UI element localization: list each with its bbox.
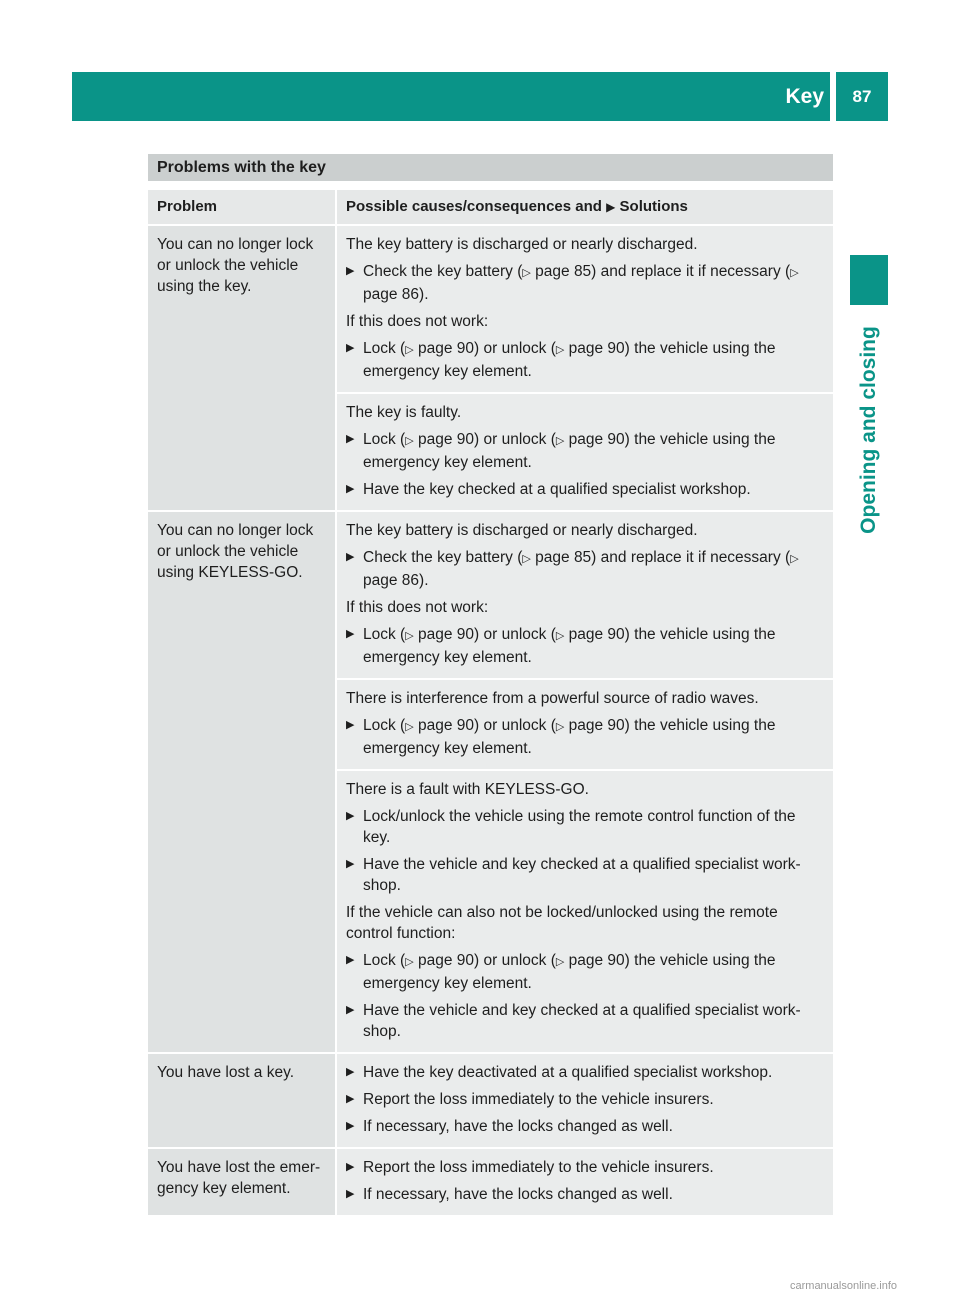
column-header-solutions [337, 190, 833, 224]
problem-cell: You have lost a key. [148, 1054, 335, 1147]
step-text-part: Have the key deactivated at a qualified specialist workshop. [363, 1064, 773, 1081]
step-text-part: page 90) the vehicle using the emergency key element. [363, 952, 776, 992]
table-header-row [148, 190, 833, 224]
step-text-part: Lock ( [363, 717, 406, 734]
step-text-part: page 90) or unlock ( [413, 717, 556, 734]
solution-step [346, 1157, 825, 1178]
cause-text: If this does not work: [346, 313, 489, 330]
step-text-part: If necessary, have the locks changed as well. [363, 1186, 673, 1203]
step-text [363, 1089, 825, 1110]
problems-table [148, 154, 833, 1215]
step-text [363, 806, 825, 848]
cause-text: There is a fault with KEYLESS-GO. [346, 781, 589, 798]
header-bar [72, 72, 830, 121]
step-arrow-icon: ▶ [346, 1066, 355, 1078]
step-text-part: If necessary, have the locks changed as well. [363, 1118, 673, 1135]
solution-step [346, 547, 825, 591]
step-arrow-icon: ▶ [346, 1120, 355, 1132]
page-ref-icon: ▷ [555, 630, 565, 642]
step-text-part: page 90) or unlock ( [413, 626, 556, 643]
watermark: carmanualsonline.info [790, 1280, 898, 1292]
step-arrow-icon: ▶ [346, 1188, 355, 1200]
step-text-part: page 90) the vehicle using the emergency key element. [363, 340, 776, 380]
page-ref-icon: ▷ [790, 267, 799, 279]
page-ref-icon: ▷ [555, 435, 565, 447]
step-text [363, 1062, 825, 1083]
table-row [148, 1054, 833, 1147]
step-text-part: page 90) or unlock ( [413, 952, 556, 969]
table-body [148, 226, 833, 1215]
step-text-part: Have the vehicle and key checked at a qualified specialist work-shop. [363, 856, 801, 894]
page-ref-icon: ▷ [522, 267, 531, 279]
table-row [148, 512, 833, 1052]
solution-step [346, 1184, 825, 1205]
side-tab-marker [850, 255, 888, 305]
step-text-part: page 85) and replace it if necessary ( [530, 549, 791, 566]
cause-text: The key battery is discharged or nearly discharged. [346, 522, 698, 539]
step-arrow-icon: ▶ [346, 719, 355, 731]
step-text-part: page 85) and replace it if necessary ( [530, 263, 791, 280]
step-text [363, 1184, 825, 1205]
step-text [363, 624, 825, 668]
page-ref-icon: ▷ [555, 956, 565, 968]
step-text-part: page 86). [363, 286, 429, 303]
step-text-part: Report the loss immediately to the vehicle insurers. [363, 1159, 714, 1176]
table-row [148, 226, 833, 510]
solution-step [346, 1089, 825, 1110]
page-ref-icon: ▷ [405, 344, 414, 356]
step-text-part: Check the key battery ( [363, 263, 523, 280]
step-arrow-icon: ▶ [346, 1161, 355, 1173]
step-text [363, 479, 825, 500]
step-text-part: Lock ( [363, 431, 406, 448]
step-text-part: Lock ( [363, 952, 406, 969]
step-arrow-icon: ▶ [346, 265, 355, 277]
step-text [363, 1116, 825, 1137]
solution-step [346, 338, 825, 382]
solutions-cell [337, 1054, 833, 1147]
step-text [363, 338, 825, 382]
step-arrow-icon: ▶ [346, 1004, 355, 1016]
step-text-part: Lock ( [363, 626, 406, 643]
solution-step [346, 479, 825, 500]
solutions-cell [337, 1149, 833, 1215]
step-arrow-icon: ▶ [346, 1093, 355, 1105]
solutions-cell [337, 512, 833, 1052]
cause-block [337, 1149, 833, 1215]
step-text-part: Have the vehicle and key checked at a qualified specialist work-shop. [363, 1002, 801, 1040]
problem-cell: You have lost the emer-gency key element. [148, 1149, 335, 1215]
problem-cell: You can no longer lock or unlock the vehicle using the key. [148, 226, 335, 510]
cause-text: If this does not work: [346, 599, 489, 616]
page-ref-icon: ▷ [522, 553, 531, 565]
solution-step [346, 950, 825, 994]
page-ref-icon: ▷ [405, 956, 414, 968]
step-arrow-icon: ▶ [346, 551, 355, 563]
step-arrow-icon: ▶ [606, 200, 616, 214]
step-text-part: page 90) the vehicle using the emergency key element. [363, 626, 776, 666]
column-header-solutions-text: Possible causes/consequences and [346, 198, 602, 215]
page-ref-icon: ▷ [405, 435, 414, 447]
step-text-part: page 90) or unlock ( [413, 431, 556, 448]
step-text [363, 261, 825, 305]
page-ref-icon: ▷ [405, 630, 414, 642]
cause-block [337, 226, 833, 392]
solution-step [346, 624, 825, 668]
solution-step [346, 261, 825, 305]
cause-block [337, 394, 833, 510]
solutions-cell [337, 226, 833, 510]
step-arrow-icon: ▶ [346, 954, 355, 966]
cause-text: The key is faulty. [346, 404, 462, 421]
step-text-part: page 90) the vehicle using the emergency key element. [363, 431, 776, 471]
solution-step [346, 715, 825, 759]
cause-text: The key battery is discharged or nearly discharged. [346, 236, 698, 253]
step-arrow-icon: ▶ [346, 858, 355, 870]
step-text [363, 1000, 825, 1042]
step-text [363, 950, 825, 994]
cause-block [337, 1054, 833, 1147]
problem-cell: You can no longer lock or unlock the vehicle using KEYLESS-GO. [148, 512, 335, 1052]
solution-step [346, 1062, 825, 1083]
table-row [148, 1149, 833, 1215]
column-header-solutions-label: Solutions [619, 198, 688, 215]
page-number: 87 [836, 72, 888, 121]
page-ref-icon: ▷ [555, 344, 565, 356]
page-ref-icon: ▷ [555, 721, 565, 733]
step-text [363, 429, 825, 473]
step-arrow-icon: ▶ [346, 342, 355, 354]
step-text-part: Lock ( [363, 340, 406, 357]
step-arrow-icon: ▶ [346, 628, 355, 640]
solution-step [346, 1000, 825, 1042]
cause-block [337, 771, 833, 1052]
page-ref-icon: ▷ [790, 553, 799, 565]
step-arrow-icon: ▶ [346, 810, 355, 822]
step-text [363, 547, 825, 591]
table-title: Problems with the key [148, 154, 833, 181]
cause-text: There is interference from a powerful source of radio waves. [346, 690, 759, 707]
cause-block [337, 512, 833, 678]
solution-step [346, 806, 825, 848]
step-arrow-icon: ▶ [346, 483, 355, 495]
step-text [363, 854, 825, 896]
step-text-part: page 86). [363, 572, 429, 589]
step-text [363, 1157, 825, 1178]
step-text-part: page 90) or unlock ( [413, 340, 556, 357]
step-text [363, 715, 825, 759]
step-text-part: Check the key battery ( [363, 549, 523, 566]
column-header-problem: Problem [148, 190, 335, 224]
step-text-part: Lock/unlock the vehicle using the remote control function of the key. [363, 808, 796, 846]
cause-text: If the vehicle can also not be locked/unlocked using the remote control function: [346, 904, 778, 942]
step-text-part: Have the key checked at a qualified specialist workshop. [363, 481, 751, 498]
page-ref-icon: ▷ [405, 721, 414, 733]
solution-step [346, 1116, 825, 1137]
cause-block [337, 680, 833, 769]
side-tab-label: Opening and closing [857, 326, 880, 534]
solution-step [346, 429, 825, 473]
step-text-part: Report the loss immediately to the vehicle insurers. [363, 1091, 714, 1108]
step-text-part: page 90) the vehicle using the emergency key element. [363, 717, 776, 757]
solution-step [346, 854, 825, 896]
step-arrow-icon: ▶ [346, 433, 355, 445]
header-section-title: Key [785, 84, 824, 108]
